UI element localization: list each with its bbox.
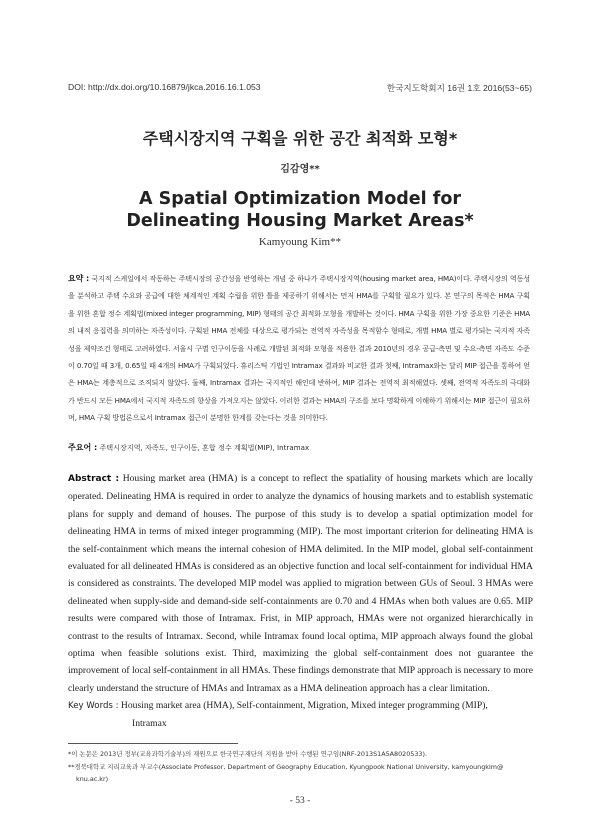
korean-author: 김감영** [280, 164, 320, 175]
korean-abstract-label: 요약 : [68, 274, 90, 283]
korean-keywords [68, 442, 530, 453]
korean-abstract-text: 국지적 스케일에서 작동하는 주택시장의 공간성을 반영하는 개념 중 하나가 주택시장지역(housing market area, HMA)이다. 주택시장의 역동성을 분석하고 주택 수요와 공급에 대한 체계적인 계획 수립을 위한 틀을 제공하기 위해서는 먼저 HMA를 구획할 필요가 있다. 본 연구의 목적은 HMA 구획을 위한 혼합 정수 계획법(mixed integer programming, MIP) 형태의 공간 최적화 모형을 개발하는 것이다. HMA 구획을 위한 가장 중요한 기준은 HMA의 내적 응집력을 의미하는 자족성이다. 구획된 HMA 전체를 대상으로 평가되는 전역적 자족성을 목적함수 형태로, 개별 HMA 별로 평가되는 국지적 자족성을 제약조건 형태로 고려하였다. 서울시 구별 인구이동을 사례로 개발된 최적화 모형을 적용한 결과 2010년의 경우 공급-측면 및 수요-측면 자족도 수준이 0.70일 때 3개, 0.65일 때 4개의 HMA가 구획되었다. 휴리스틱 기법인 Intramax 결과와 비교한 결과 첫째, Intramax와는 달리 MIP 접근을 통하여 얻은 HMA는 계층적으로 조직되지 않았다. 둘째, Intramax 결과는 국지적인 해인데 반하여, MIP 결과는 전역적 최적해였다. 셋째, 전역적 자족도의 극대화가 반드시 모든 HMA에서 국지적 자족도의 향상을 가져오지는 않았다. 이러한 결과는 HMA의 구조를 보다 명확하게 이해하기 위해서는 MIP 접근이 필요하며, HMA 구획 방법론으로서 Intramax 접근이 분명한 한계를 갖는다는 것을 의미한다. [68, 274, 531, 423]
journal-citation: 한국지도학회지 16권 1호 2016(53~65) [386, 83, 532, 93]
doi-link[interactable]: DOI: http://dx.doi.org/10.16879/jkca.2016.16.1.053 [68, 82, 261, 92]
footnote-affiliation: **경북대학교 지리교육과 부교수(Associate Professor, Department of Geography Education, Kyungpook National University, kamyoungkim@ [68, 762, 504, 771]
english-abstract-text: Housing market area (HMA) is a concept to reflect the spatiality of housing markets which are locally operated. Delineating HMA is required in order to analyze the dynamics of housing markets and to establish systematic plans for supply and demand of houses. The purpose of this study is to develop a spatial optimization model for delineating HMA in terms of mixed integer programming (MIP). The most important criterion for delineating HMA is the self-containment which means the internal cohesion of HMA delimited. In the MIP model, global self-containment evaluated for all delineated HMAs is considered as an objective function and local self-containment for individual HMA is considered as constraints. The developed MIP model was applied to migration between GUs of Seoul. 3 HMAs were delineated when supply-side and demand-side self-containments are 0.70 and 4 HMAs when both values are 0.65. MIP results were compared with those of Intramax. Frist, in MIP approach, HMAs were not organized hierarchically in contrast to the results of Intramax. Second, while Intramax found local optima, MIP approach always found the global optima when feasible solutions exist. Third, maximizing the global self-containment does not guarantee the improvement of local self-containment in all HMAs. These findings demonstrate that MIP approach is necessary to more clearly understand the structure of HMAs and Intramax as a HMA delineation approach has a clear limitation. [68, 473, 533, 694]
footnotes [68, 748, 533, 786]
english-keywords-label: Key Words : [68, 701, 119, 711]
korean-abstract [68, 270, 530, 427]
english-keywords [68, 697, 533, 732]
page-number: - 53 - [289, 796, 311, 806]
footnote-funding: *이 논문은 2013년 정부(교육과학기술부)의 재원으로 한국연구재단의 지원을 받아 수행된 연구임(NRF-2013S1A5A8020533). [68, 750, 428, 758]
korean-title: 주택시장지역 구획을 위한 공간 최적화 모형* [142, 129, 458, 148]
footnote-divider [68, 743, 238, 744]
english-title-line1: A Spatial Optimization Model for [139, 189, 461, 209]
english-keywords-continuation: Intramax [132, 718, 167, 729]
korean-keywords-label: 주요어 : [68, 443, 98, 452]
english-title-line2: Delineating Housing Market Areas* [126, 211, 474, 231]
footnote-affiliation-continuation: knu.ac.kr) [76, 775, 109, 783]
english-keywords-text: Housing market area (HMA), Self-containment, Migration, Mixed integer programming (MIP), [120, 700, 488, 711]
korean-keywords-text: 주택시장지역, 자족도, 인구이동, 혼합 정수 계획법(MIP), Intramax [99, 443, 310, 452]
english-abstract-label: Abstract : [68, 474, 120, 484]
english-abstract [68, 470, 533, 697]
english-author: Kamyoung Kim** [258, 236, 342, 248]
english-title [0, 188, 600, 232]
